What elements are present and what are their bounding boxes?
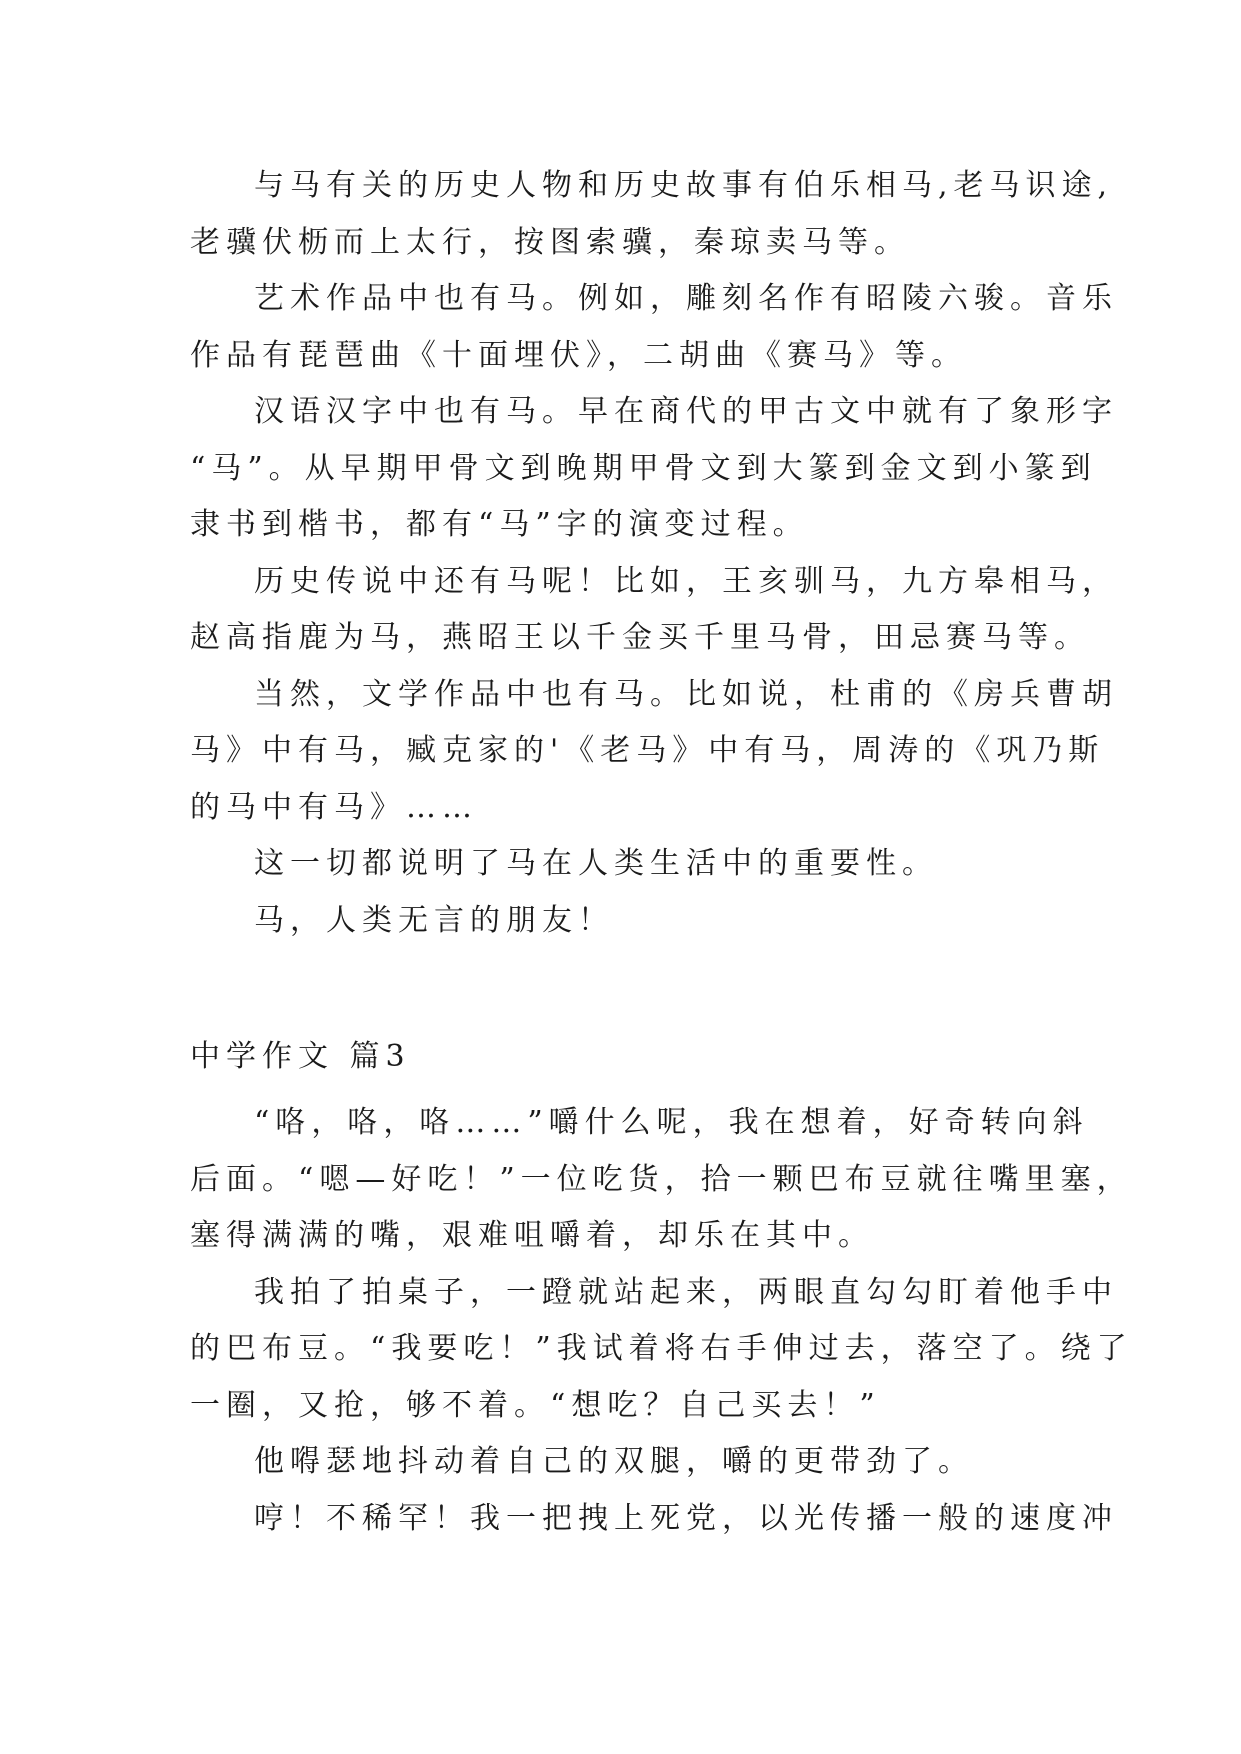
paragraph-line: 隶书到楷书，都有“马”字的演变过程。	[190, 507, 809, 542]
paragraph-line: 艺术作品中也有马。例如，雕刻名作有昭陵六骏。音乐	[254, 281, 1118, 316]
paragraph-line: 哼！不稀罕！我一把拽上死党，以光传播一般的速度冲	[254, 1500, 1118, 1536]
paragraph-line: 与马有关的历史人物和历史故事有伯乐相马,老马识途,	[254, 168, 1114, 203]
essay-section-1	[190, 158, 1118, 949]
paragraph-line: “咯，咯，咯……”嚼什么呢，我在想着，好奇转向斜	[254, 1105, 1089, 1140]
paragraph-line: 的马中有马》……	[190, 789, 478, 825]
paragraph-line: 马》中有马，臧克家的'《老马》中有马，周涛的《巩乃斯	[190, 733, 1105, 768]
paragraph-line: 赵高指鹿为马，燕昭王以千金买千里马骨，田忌赛马等。	[190, 620, 1090, 655]
paragraph-line: 这一切都说明了马在人类生活中的重要性。	[254, 846, 938, 881]
paragraph-line: 马，人类无言的朋友！	[254, 902, 614, 938]
section-heading: 中学作文 篇3	[190, 1039, 411, 1074]
paragraph-line: 汉语汉字中也有马。早在商代的甲古文中就有了象形字	[254, 394, 1118, 429]
paragraph-line: 作品有琵琶曲《十面埋伏》，二胡曲《赛马》等。	[190, 337, 967, 373]
paragraph-line: “马”。从早期甲骨文到晚期甲骨文到大篆到金文到小篆到	[190, 450, 1097, 486]
paragraph-line: 塞得满满的嘴，艰难咀嚼着，却乐在其中。	[190, 1218, 874, 1253]
paragraph-line: 当然，文学作品中也有马。比如说，杜甫的《房兵曹胡	[254, 676, 1118, 712]
paragraph-line: 后面。“嗯—好吃！”一位吃货，拾一颗巴布豆就往嘴里塞，	[190, 1161, 1133, 1197]
paragraph-line: 我拍了拍桌子，一蹬就站起来，两眼直勾勾盯着他手中	[254, 1274, 1118, 1310]
paragraph-line: 他嘚瑟地抖动着自己的双腿，嚼的更带劲了。	[254, 1444, 974, 1479]
essay-section-2	[190, 1095, 1133, 1547]
paragraph-line: 老骥伏枥而上太行，按图索骥，秦琼卖马等。	[190, 224, 910, 260]
paragraph-line: 的巴布豆。“我要吃！”我试着将右手伸过去，落空了。绕了	[190, 1331, 1133, 1366]
paragraph-line: 历史传说中还有马呢！比如，王亥驯马，九方皋相马，	[254, 563, 1118, 599]
paragraph-line: 一圈，又抢，够不着。“想吃？自己买去！”	[190, 1387, 881, 1423]
